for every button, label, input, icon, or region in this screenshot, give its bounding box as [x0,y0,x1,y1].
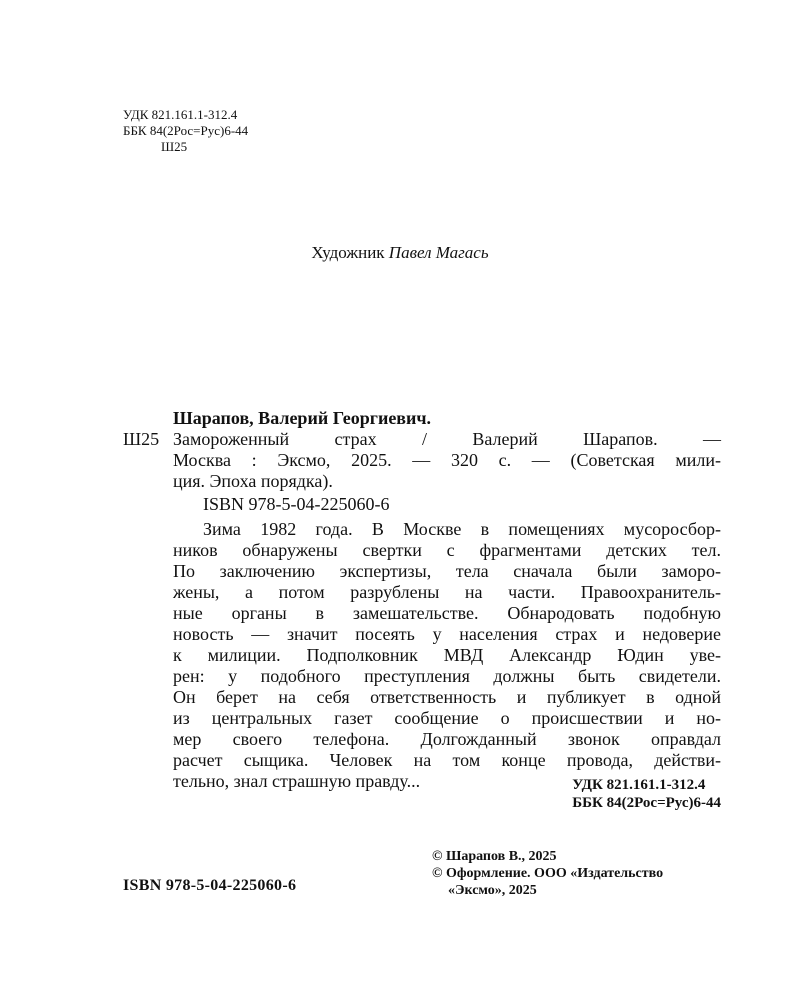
title-continuation [123,450,721,792]
cutter-mark: Ш25 [123,429,160,449]
isbn-record: ISBN 978-5-04-225060-6 [203,494,390,514]
bibliographic-record [123,408,721,792]
artist-label: Художник [311,243,385,262]
artist-credit [0,243,800,263]
artist-name: Павел Магась [388,243,489,262]
annotation-line: расчет сыщика. Человек на том конце провода, действи- [173,750,721,770]
title-line-with-cutter [123,429,721,450]
copyright-author: © Шарапов В., 2025 [432,849,557,864]
footer-udk: УДК 821.161.1-312.4 [572,777,706,793]
annotation-line: ные органы в замешательстве. Обнародовать подобную [173,603,721,623]
title-line: Замороженный страх / Валерий Шарапов. — [173,429,721,449]
header-classification-codes [123,107,248,155]
footer-bbk: ББК 84(2Рос=Рус)6-44 [572,795,721,811]
footer-classification-codes [572,776,721,812]
annotation-line: мер своего телефона. Долгожданный звонок оправдал [173,729,721,749]
author-heading: Шарапов, Валерий Георгиевич. [173,408,432,428]
annotation [173,519,721,792]
annotation-line: рен: у подобного преступления должны быть свидетели. [173,666,721,686]
annotation-line: новость — значит посеять у населения страх и недоверие [173,624,721,644]
copyright-publisher: «Эксмо», 2025 [448,883,537,898]
copyright-notice [432,848,663,899]
annotation-line: ников обнаружены свертки с фрагментами детских тел. [173,540,721,560]
annotation-line: к милиции. Подполковник МВД Александр Юдин уве- [173,645,721,665]
header-bbk: ББК 84(2Рос=Рус)6-44 [123,123,249,138]
annotation-line: Он берет на себя ответственность и публикует в одной [173,687,721,707]
header-udk: УДК 821.161.1-312.4 [123,107,238,122]
title-line-last: ция. Эпоха порядка). [173,471,333,491]
annotation-line: из центральных газет сообщение о происшествии и но- [173,708,721,728]
annotation-line: По заключению экспертизы, тела сначала были заморо- [173,561,721,581]
copyright-design: © Оформление. ООО «Издательство [432,866,664,881]
title-line: Москва : Эксмо, 2025. — 320 с. — (Советская мили- [173,450,721,470]
isbn-bottom: ISBN 978-5-04-225060-6 [123,877,297,894]
header-cutter: Ш25 [161,139,188,154]
annotation-line-last: тельно, знал страшную правду... [173,771,421,791]
annotation-line: жены, а потом разрублены на части. Правоохранитель- [173,582,721,602]
annotation-line: Зима 1982 года. В Москве в помещениях мусоросбор- [203,519,721,539]
